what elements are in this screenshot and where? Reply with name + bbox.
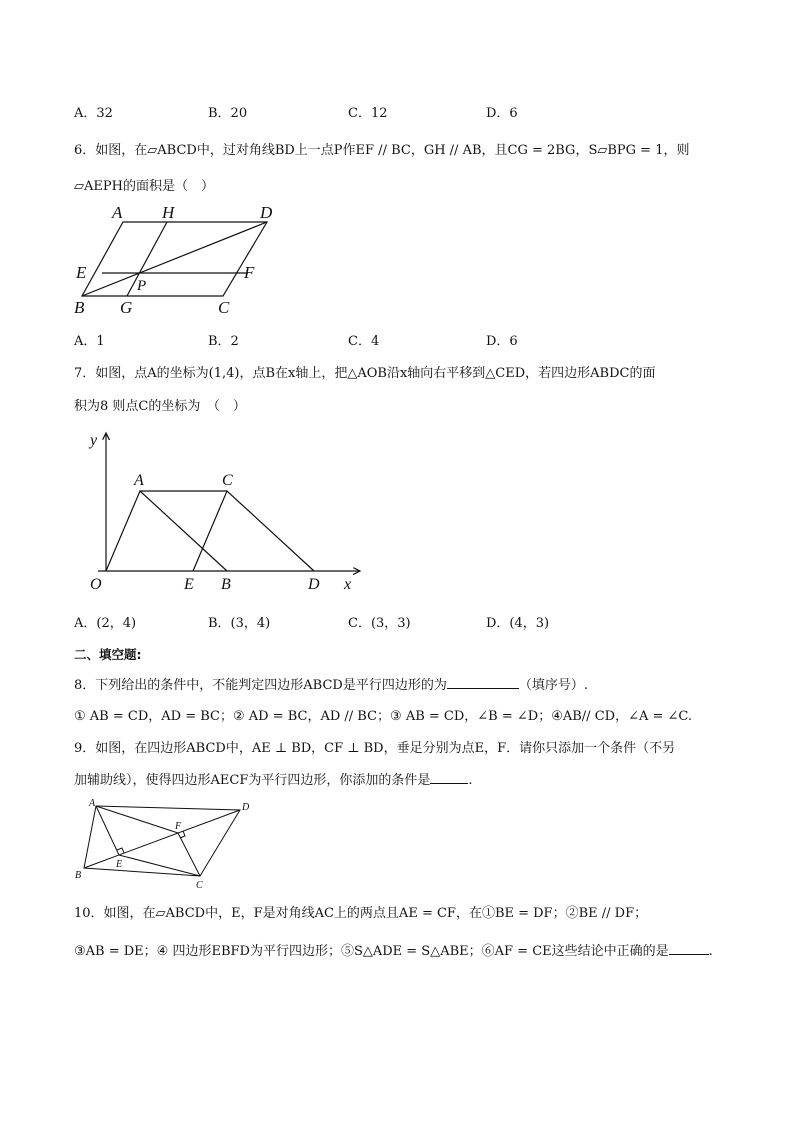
q5-option-c: C．12	[348, 106, 388, 121]
diagonal-bd	[84, 810, 240, 868]
segment-af	[96, 806, 178, 833]
label-d: D	[308, 576, 320, 593]
q5-option-a: A．32	[74, 106, 113, 121]
q6-figure	[70, 200, 290, 320]
q5-option-b: B．20	[208, 106, 248, 121]
triangle-aob	[106, 491, 227, 571]
q9-answer-blank[interactable]	[430, 771, 468, 784]
label-c: C	[222, 472, 233, 489]
q8-stem-suffix: （填序号）.	[518, 678, 588, 693]
label-e: E	[184, 576, 194, 593]
segment-ae	[96, 806, 119, 855]
label-e: E	[116, 859, 123, 870]
q8-stem-line1	[74, 674, 588, 693]
axis-label-x: x	[344, 576, 352, 593]
q9-figure	[72, 796, 262, 892]
label-b: B	[75, 870, 82, 881]
section-title-fill-in: 二、填空题:	[74, 647, 142, 662]
q10-stem-suffix: .	[708, 944, 713, 959]
q8-conditions: ① AB = CD，AD = BC；② AD = BC，AD // BC；③ AB = CD，∠B = ∠D；④AB// CD，∠A = ∠C.	[74, 709, 693, 724]
label-b: B	[221, 576, 231, 593]
axis-label-y: y	[90, 432, 98, 449]
q9-stem-line2	[74, 769, 473, 788]
segment-cf	[178, 833, 200, 876]
q10-stem-line2	[74, 940, 713, 959]
q6-stem-line1: 6．如图，在▱ABCD中，过对角线BD上一点P作EF // BC，GH // AB，且CG = 2BG，S▱BPG = 1，则	[74, 143, 690, 158]
label-c: C	[196, 880, 203, 891]
q9-stem-suffix: .	[468, 773, 473, 788]
q7-option-b: B．(3，4)	[208, 616, 271, 631]
label-o: O	[90, 576, 102, 593]
q9-stem-text: 加辅助线），使得四边形AECF为平行四边形，你添加的条件是	[74, 773, 431, 788]
label-a: A	[112, 203, 123, 222]
q7-stem-line2: 积为8 则点C的坐标为 （ ）	[74, 399, 246, 414]
label-d: D	[260, 203, 273, 222]
label-f: F	[175, 821, 182, 832]
diagonal-bd	[82, 222, 267, 296]
label-h: H	[162, 203, 175, 222]
label-a: A	[134, 472, 144, 489]
q10-stem-line1: 10．如图，在▱ABCD中，E，F是对角线AC上的两点且AE = CF，在①BE = DF；②BE // DF；	[74, 906, 648, 921]
label-g: G	[120, 298, 133, 317]
q6-option-b: B．2	[208, 334, 239, 349]
triangle-ced	[193, 491, 314, 571]
label-e: E	[76, 263, 87, 282]
q8-stem-text: 8．下列给出的条件中，不能判定四边形ABCD是平行四边形的为	[74, 678, 447, 693]
label-d: D	[242, 802, 250, 813]
q9-stem-line1: 9．如图，在四边形ABCD中，AE ⊥ BD，CF ⊥ BD，垂足分别为点E，F．请你只添加一个条件（不另	[74, 741, 676, 756]
segment-gh	[127, 222, 167, 296]
q7-option-c: C．(3，3)	[348, 616, 411, 631]
q5-option-d: D．6	[486, 106, 518, 121]
q6-stem-line2: ▱AEPH的面积是（ ）	[74, 179, 214, 194]
q8-answer-blank[interactable]	[447, 676, 519, 689]
q6-option-a: A．1	[74, 334, 105, 349]
label-b: B	[74, 298, 85, 317]
q6-option-c: C．4	[348, 334, 380, 349]
quadrilateral-abcd	[84, 806, 240, 876]
q10-stem-text: ③AB = DE；④ 四边形EBFD为平行四边形；⑤S△ADE = S△ABE；⑥AF = CE这些结论中正确的是	[74, 944, 669, 959]
q7-option-a: A．(2，4)	[74, 616, 137, 631]
label-p: P	[137, 278, 147, 294]
label-a: A	[89, 798, 96, 809]
q7-figure	[80, 425, 370, 595]
q10-answer-blank[interactable]	[669, 942, 709, 955]
label-f: F	[244, 263, 255, 282]
q6-option-d: D．6	[486, 334, 518, 349]
q7-stem-line1: 7．如图，点A的坐标为(1,4)，点B在x轴上，把△AOB沿x轴向右平移到△CED，若四边形ABDC的面	[74, 366, 656, 381]
label-c: C	[218, 298, 230, 317]
q7-option-d: D．(4，3)	[486, 616, 550, 631]
